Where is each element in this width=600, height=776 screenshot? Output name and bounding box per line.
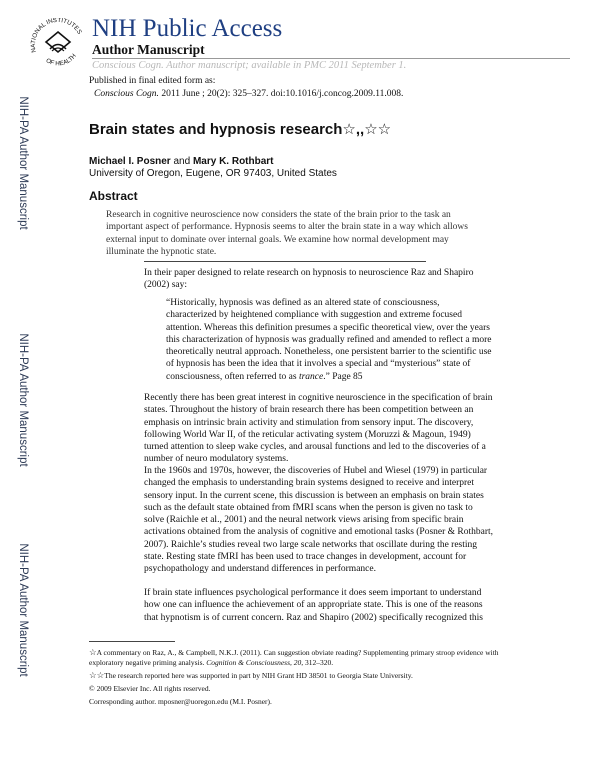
footnote-1: ☆A commentary on Raz, A., & Campbell, N.K.J. (2011). Can suggestion obviate reading? Supplementing primary stroop evidence with exploratory negative priming analysis. Cognition & Consciousness, 20, 312–320.	[89, 647, 499, 668]
sidebar-label-top: NIH-PA Author Manuscript	[17, 96, 29, 230]
journal-name: Conscious Cogn.	[94, 89, 159, 99]
author-posner: Michael I. Posner	[89, 156, 171, 167]
block-quote: “Historically, hypnosis was defined as an altered state of consciousness, characterized by heightened compliance with suggestion and extreme focused attention. Whereas this definition presumes a specific theoretical view, over the years this characterization of hypnosis was gradually refined and amended to reflect a more theoretically neutral approach. Nonetheless, one persistent barrier to the scientific use of hypnosis has been the idea that it involves a special and “mysterious” state of consciousness, often referred to as trance.” Page 85	[166, 298, 492, 382]
svg-text:OF HEALTH	[45, 53, 78, 68]
footnote-star-icon: ☆	[89, 647, 97, 657]
sidebar-label-middle: NIH-PA Author Manuscript	[17, 333, 29, 467]
authors	[89, 156, 274, 167]
author-manuscript-label: Author Manuscript	[92, 42, 205, 57]
nih-public-access-title: NIH Public Access	[92, 15, 283, 42]
body-paragraph-4: If brain state influences psychological performance it does seem important to understand how one can influence the achievement of an appropriate state. This is one of the reasons that hypnotism is of current concern. Raz and Shapiro (2002) specifically recognized this	[144, 588, 483, 623]
author-rothbart: Mary K. Rothbart	[192, 156, 274, 167]
footnote-double-star-icon: ☆☆	[89, 670, 105, 680]
sidebar-label-bottom: NIH-PA Author Manuscript	[17, 543, 29, 677]
nih-seal-logo	[30, 18, 86, 68]
footnote-divider	[89, 641, 175, 642]
affiliation: University of Oregon, Eugene, OR 97403, United States	[89, 168, 337, 179]
author-conjunction: and	[170, 156, 193, 167]
citation-line	[89, 88, 403, 101]
publication-info	[89, 75, 403, 101]
footnote-2: ☆☆The research reported here was supported in part by NIH Grant HD 38501 to Georgia State University.	[89, 670, 413, 680]
body-paragraph-1: In their paper designed to relate research on hypnosis to neuroscience Raz and Shapiro (2002) say:	[144, 268, 474, 291]
corresponding-author: Corresponding author. mposner@uoregon.edu (M.I. Posner).	[89, 697, 272, 706]
logo-text-bottom: OF HEALTH	[44, 52, 78, 68]
body-paragraph-3: In the 1960s and 1970s, however, the discoveries of Hubel and Wiesel (1979) in particular changed the emphasis to understanding brain systems designed to receive and interpret sensory input. In the current scene, this discussion is between an emphasis on brain states such as the default state obtained from fMRI scans when the person is given no task to solve (Raichle et al., 2001) and the neural network views arising from specific brain activations obtained from the analysis of cognitive and emotional tasks (Posner & Rothbart, 2007). Raichle’s studies reveal two large scale networks that oscillate during the resting state. Resting state fMRI has been used to trace changes in development, account for psychopathology and understand differences in performance.	[144, 466, 494, 575]
abstract-heading: Abstract	[89, 189, 138, 203]
body-paragraph-2: Recently there has been great interest in cognitive neuroscience in the specification of brain states. Throughout the history of brain research there has been competition between an emphasis on intrinsic brain activity and stimulation from sensory input. The discovery, following World War II, of the reticular activating system (Moruzzi & Magoun, 1949) turned attention to sleep wake cycles, and arousal functions and led to the discoveries of a number of neuro modulatory systems.	[144, 393, 493, 465]
article-title: Brain states and hypnosis research☆,,☆☆	[89, 121, 392, 138]
copyright-line: © 2009 Elsevier Inc. All rights reserved.	[89, 684, 211, 693]
published-line: Published in final edited form as:	[89, 76, 216, 86]
logo-text-top: NATIONAL INSTITUTES	[30, 18, 83, 54]
quote-trance: trance	[298, 371, 324, 382]
section-divider	[144, 261, 426, 262]
manuscript-availability-note: Conscious Cogn. Author manuscript; available in PMC 2011 September 1.	[92, 60, 407, 71]
abstract-text: Research in cognitive neuroscience now considers the state of the brain prior to the task an important aspect of performance. Hypnosis seems to alter the brain state in a way which allows external input to dominate over internal goals. We examine how normal development may illuminate the hypnotic state.	[106, 210, 468, 257]
citation-details: 2011 June ; 20(2): 325–327. doi:10.1016/j.concog.2009.11.008.	[158, 89, 404, 99]
header-divider	[92, 58, 570, 59]
